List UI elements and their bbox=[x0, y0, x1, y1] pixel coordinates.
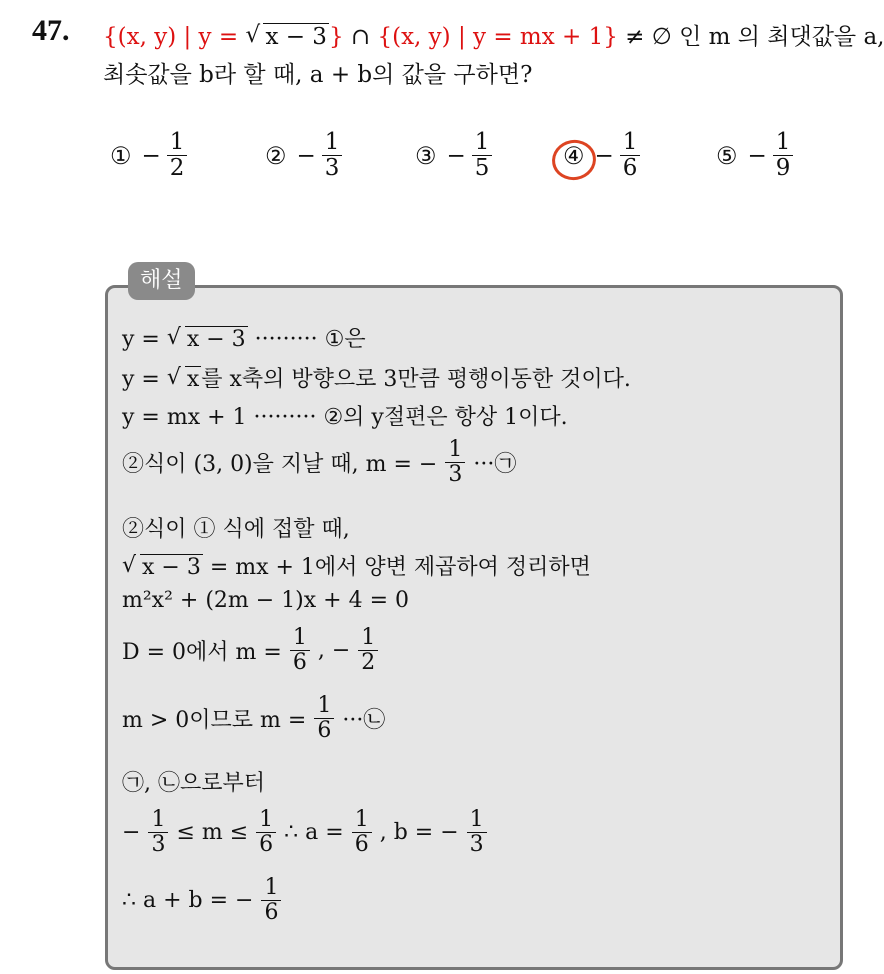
choice-sign: − bbox=[594, 142, 614, 169]
choice-fraction: $\frac{1}{5}$ bbox=[472, 130, 493, 182]
sqrt-symbol: √ x − 3 bbox=[167, 327, 248, 352]
solution-line-3: y = mx + 1 ········· ②의 y절편은 항상 1이다. bbox=[122, 405, 568, 430]
solution-line-12: ∴ a + b = − $\frac{1}{6}$ bbox=[122, 876, 283, 925]
choice-sign: − bbox=[446, 142, 466, 169]
question-line-2: 최솟값을 b라 할 때, a + b의 값을 구하면? bbox=[103, 62, 533, 88]
question-tail: ≠ ∅ 인 m 의 최댓값을 a, bbox=[617, 24, 884, 50]
radicand: x − 3 bbox=[265, 24, 327, 50]
solution-line-5: ②식이 ① 식에 접할 때, bbox=[122, 517, 350, 542]
choice-mark: ③ bbox=[415, 141, 437, 170]
choice-fraction: $\frac{1}{6}$ bbox=[620, 130, 641, 182]
choice-mark: ④ bbox=[563, 141, 585, 170]
sqrt-symbol bbox=[245, 24, 329, 50]
solution-line-8: D = 0에서 m = $\frac{1}{6}$ , − $\frac{1}{2}$ bbox=[122, 626, 380, 675]
choice-sign: − bbox=[141, 142, 161, 169]
cap-symbol: ∩ bbox=[343, 24, 378, 50]
solution-line-7: m²x² + (2m − 1)x + 4 = 0 bbox=[122, 588, 410, 613]
solution-line-11: − $\frac{1}{3}$ ≤ m ≤ $\frac{1}{6}$ ∴ a = $\frac{1}{6}$ , b = − $\frac{1}{3}$ bbox=[122, 808, 489, 857]
solution-label: 해설 bbox=[128, 262, 195, 300]
choice-3[interactable] bbox=[415, 130, 494, 182]
choice-fraction: $\frac{1}{2}$ bbox=[167, 130, 188, 182]
choice-sign: − bbox=[747, 142, 767, 169]
set2: {(x, y) | y = mx + 1} bbox=[377, 24, 618, 50]
choice-sign: − bbox=[296, 142, 316, 169]
answer-choices bbox=[0, 130, 884, 200]
choice-5[interactable] bbox=[716, 130, 795, 182]
sqrt-symbol: √ x bbox=[167, 367, 201, 392]
solution-line-6: √ x − 3 = mx + 1에서 양변 제곱하여 정리하면 bbox=[122, 550, 591, 581]
choice-fraction: $\frac{1}{3}$ bbox=[322, 130, 343, 182]
choice-mark: ② bbox=[265, 141, 287, 170]
choice-mark: ① bbox=[110, 141, 132, 170]
solution-line-10: ㉠, ㉡으로부터 bbox=[122, 771, 265, 796]
choice-mark: ⑤ bbox=[716, 141, 738, 170]
sqrt-symbol: √ x − 3 bbox=[122, 555, 203, 580]
set1-open: {(x, y) | y = bbox=[103, 24, 246, 50]
choice-fraction: $\frac{1}{9}$ bbox=[773, 130, 794, 182]
choice-1[interactable] bbox=[110, 130, 189, 182]
set1-close: } bbox=[328, 24, 344, 50]
question-number: 47. bbox=[32, 14, 70, 47]
solution-line-2: y = √ x를 x축의 방향으로 3만큼 평행이동한 것이다. bbox=[122, 362, 631, 393]
solution-line-9: m > 0이므로 m = $\frac{1}{6}$ ···㉡ bbox=[122, 693, 386, 744]
choice-2[interactable] bbox=[265, 130, 344, 182]
question-line-1 bbox=[103, 18, 884, 51]
solution-line-1: y = √ x − 3 ········· ①은 bbox=[122, 322, 366, 353]
solution-line-4: ②식이 (3, 0)을 지날 때, m = − $\frac{1}{3}$ ···㉠ bbox=[122, 437, 517, 488]
